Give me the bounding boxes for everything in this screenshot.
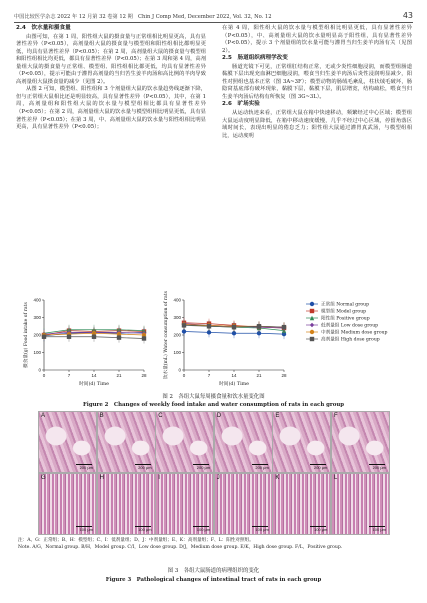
scale-bar-label: 200 μm bbox=[196, 465, 211, 470]
left-column bbox=[16, 25, 206, 132]
legend-marker bbox=[310, 323, 314, 327]
body-paragraph: 从运动轨迹来看，正常组大鼠在箱中快速移动，频繁经过中心区域；模型组大鼠运动度明显降低，在箱中移动速度缓慢，几乎不经过中心区域，停留角落区域时间长，表现出明显的倦怠乏力；阳性组大鼠通过灌胃真武汤，与模型组相比，运动度明 bbox=[222, 110, 412, 139]
micrograph-panel-h bbox=[97, 473, 156, 535]
legend-entry: 中剂量组 Medium dose group bbox=[321, 330, 388, 336]
micrograph-panel-l bbox=[331, 473, 390, 535]
micrograph-panel-g bbox=[38, 473, 97, 535]
x-tick-label: 21 bbox=[256, 373, 262, 378]
legend-marker bbox=[310, 337, 314, 341]
legend-marker bbox=[310, 330, 314, 334]
x-tick-label: 7 bbox=[67, 373, 71, 378]
x-tick-label: 28 bbox=[141, 373, 147, 378]
micrograph-panel-a bbox=[38, 411, 97, 473]
micrograph-panel-f bbox=[331, 411, 390, 473]
data-point bbox=[42, 335, 46, 339]
scale-bar-label: 100 μm bbox=[79, 526, 93, 532]
micrograph-panel-i bbox=[155, 473, 214, 535]
scale-bar-label: 200 μm bbox=[138, 465, 152, 470]
y-axis-label: 饮水量(mL) Water consumption of rats bbox=[164, 291, 169, 379]
micrograph-panel-e bbox=[272, 411, 331, 473]
legend-entry: 高剂量组 High dose group bbox=[321, 337, 380, 343]
water-consumption-chart bbox=[162, 290, 287, 387]
x-tick-label: 0 bbox=[182, 373, 186, 378]
data-point bbox=[67, 335, 71, 339]
figure-3-caption-cn: 图 3 各组大鼠肠道的病理组织的变化 bbox=[167, 568, 260, 574]
panel-label: I bbox=[158, 474, 160, 481]
panel-label: L bbox=[334, 474, 338, 481]
running-header bbox=[14, 8, 413, 23]
journal-citation: 中国比较医学杂志 2022 年 12 月第 32 卷第 12 期 Chin J Comp Med, December 2022, Vol. 32, No. 12 bbox=[14, 14, 272, 20]
panel-label: C bbox=[158, 413, 163, 419]
x-axis-label: 时间(d) Time bbox=[218, 382, 250, 387]
panel-label: F bbox=[334, 413, 338, 419]
scale-bar-label: 200 μm bbox=[313, 465, 328, 470]
legend-entry: 模型组 Model group bbox=[321, 309, 367, 315]
y-tick-label: 400 bbox=[33, 297, 41, 303]
panel-label: G bbox=[41, 474, 46, 481]
figure-2-caption-cn: 图 2 各组大鼠每周摄食量和饮水量变化图 bbox=[162, 394, 265, 400]
scale-bar-label: 200 μm bbox=[79, 465, 93, 470]
body-paragraph: 由图可知，在第 1 周，阳性组大鼠的摄食量与正常组相比明显更高，具有显著性差异（P<0.05），高剂量组大鼠的摄食量与模型组和阳性组相比都明显更低，均具有显著性差异（P<0.05）；在第 2 周，高剂量组大鼠的摄食量与模型组和阳性组相比均更低，都具有显著性差异（P<0.05）；在第 3 周和第 4 周，高剂量组大鼠的摄食量与正常组、模型组、阳性组相比都更低，均具有显著性差异（P<0.05），提示可能由于灌胃高剂量的当归苦生姜羊肉汤和高比例的羊肉导致高剂量组大鼠摄食量的减少（见图 2）。 bbox=[16, 33, 206, 85]
figure-3-note-cn: 注：A、G：正常组；B、H：模型组；C、I：低剂量组；D、J：中剂量组；E、K：高剂量组；F、L：阳性对照组。 bbox=[18, 538, 254, 543]
legend-entry: 阳性组 Positive group bbox=[321, 316, 370, 322]
right-column bbox=[222, 25, 412, 140]
data-point bbox=[182, 323, 186, 327]
legend-entry: 正常组 Normal group bbox=[321, 302, 370, 308]
data-point bbox=[117, 335, 121, 339]
micrograph-panel-k bbox=[272, 473, 331, 535]
y-axis-label: 摄食量(g) Food intake of rats bbox=[24, 302, 29, 368]
data-point bbox=[282, 325, 286, 329]
legend-entry: 低剂量组 Low dose group bbox=[321, 323, 379, 329]
panel-label: H bbox=[99, 474, 104, 481]
scale-bar-label: 100 μm bbox=[138, 526, 152, 532]
panel-label: A bbox=[41, 413, 46, 419]
y-tick-label: 300 bbox=[33, 315, 41, 321]
panel-label: B bbox=[99, 413, 104, 419]
y-tick-label: 200 bbox=[173, 332, 181, 338]
micrograph-panel-j bbox=[214, 473, 273, 535]
chart-legend bbox=[306, 301, 388, 343]
scale-bar-label: 100 μm bbox=[196, 526, 211, 532]
figure-3-caption-en: Figure 3 Pathological changes of intestinal tract of rats in each group bbox=[105, 577, 322, 583]
y-tick-label: 0 bbox=[38, 367, 41, 373]
micrograph-panel-d bbox=[214, 411, 273, 473]
y-tick-label: 400 bbox=[173, 297, 181, 303]
micrograph-panel-b bbox=[97, 411, 156, 473]
x-tick-label: 14 bbox=[91, 373, 97, 378]
scale-bar-label: 100 μm bbox=[313, 526, 328, 532]
y-tick-label: 100 bbox=[33, 350, 41, 356]
panel-label: D bbox=[216, 413, 222, 419]
page-number: 43 bbox=[402, 11, 413, 20]
figure-2-caption-en: Figure 2 Changes of weekly food intake and water consumption of rats in each group bbox=[82, 402, 345, 408]
x-tick-label: 28 bbox=[281, 373, 287, 378]
figure-2-charts bbox=[16, 290, 411, 390]
x-tick-label: 14 bbox=[231, 373, 237, 378]
data-point bbox=[257, 324, 261, 328]
y-tick-label: 300 bbox=[173, 315, 181, 321]
x-tick-label: 7 bbox=[207, 373, 211, 378]
panel-label: K bbox=[275, 474, 280, 481]
y-tick-label: 100 bbox=[173, 350, 181, 356]
data-point bbox=[142, 336, 146, 340]
data-point bbox=[92, 335, 96, 339]
x-tick-label: 0 bbox=[42, 373, 46, 378]
body-paragraph: 从图 2 可知，模型组、阳性组和 3 个剂量组大鼠的饮水量趋势线逐渐下降，但与正常组大鼠相比还是明显较高，具有显著性差异（P<0.05），其中，在第 1 周，高剂量组和阳性组大鼠的饮水量与模型组相比都具有显著性差异（P<0.05）；在第 2 周，高剂量组大鼠的饮水量与模型组相比明显更低，具有显著性差异（P<0.05）；在第 3 周，中、高剂量组大鼠的饮水量与阳性组相比明显更高，具有显著性差异（P<0.05）； bbox=[16, 86, 206, 131]
data-point bbox=[207, 324, 211, 328]
x-tick-label: 21 bbox=[116, 373, 122, 378]
x-axis-label: 时间(d) Time bbox=[78, 382, 110, 387]
figure-3-note bbox=[18, 538, 413, 551]
figure-3-note-en: Note. A/G，Normal group. B/H，Model group. C/I，Low dose group. D/J，Medium dose group. E/K，High dose group. F/L，Positive group. bbox=[18, 544, 343, 550]
y-tick-label: 0 bbox=[178, 367, 181, 373]
food-intake-chart bbox=[22, 298, 147, 387]
scale-bar-label: 200 μm bbox=[255, 465, 269, 470]
scale-bar-label: 200 μm bbox=[372, 465, 386, 470]
panel-label: J bbox=[216, 474, 220, 481]
scale-bar-label: 100 μm bbox=[372, 526, 386, 532]
body-paragraph: 在第 4 周，阳性组大鼠的饮水量与模型组相比明显更低，具有显著性差异（P<0.05），中、高剂量组大鼠的饮水量明显高于阳性组，具有显著性差异（P<0.05），提示 3 个剂量组的饮水量可能与灌胃当归生姜羊肉汤有关（见图 2）。 bbox=[222, 25, 412, 54]
figure-3-micrograph-grid bbox=[38, 411, 388, 539]
micrograph-panel-c bbox=[155, 411, 214, 473]
data-point bbox=[232, 325, 236, 329]
y-tick-label: 200 bbox=[33, 332, 41, 338]
scale-bar-label: 100 μm bbox=[255, 526, 269, 532]
body-paragraph: 肠道光镜下可见，正常组肛结构正常，无或少炎性细胞浸润，而模型组肠道黏膜下层出现充血淋巴细胞浸润，喂食当归生姜羊肉汤后炎性浸润明显减少，阳性对照组也基本正常（图 3A~3F）；模型动物的肠绒毛紊乱，柱状绒毛破坏，肠隐窝基底部有破坏现象，黏膜下层，黏膜下层，肌层增宽，结构疏松，喂食当归生姜羊肉汤后结构有所恢复（图 3G~3L）。 bbox=[222, 63, 412, 100]
section-heading-2-4: 2.4 饮水量和摄食量 bbox=[16, 25, 71, 31]
panel-label: E bbox=[275, 413, 280, 419]
legend-marker bbox=[310, 309, 314, 313]
section-heading-2-5: 2.5 肠道组织病理学改变 bbox=[222, 55, 288, 62]
legend-marker bbox=[310, 302, 314, 306]
section-heading-2-6: 2.6 旷场实验 bbox=[222, 101, 260, 108]
